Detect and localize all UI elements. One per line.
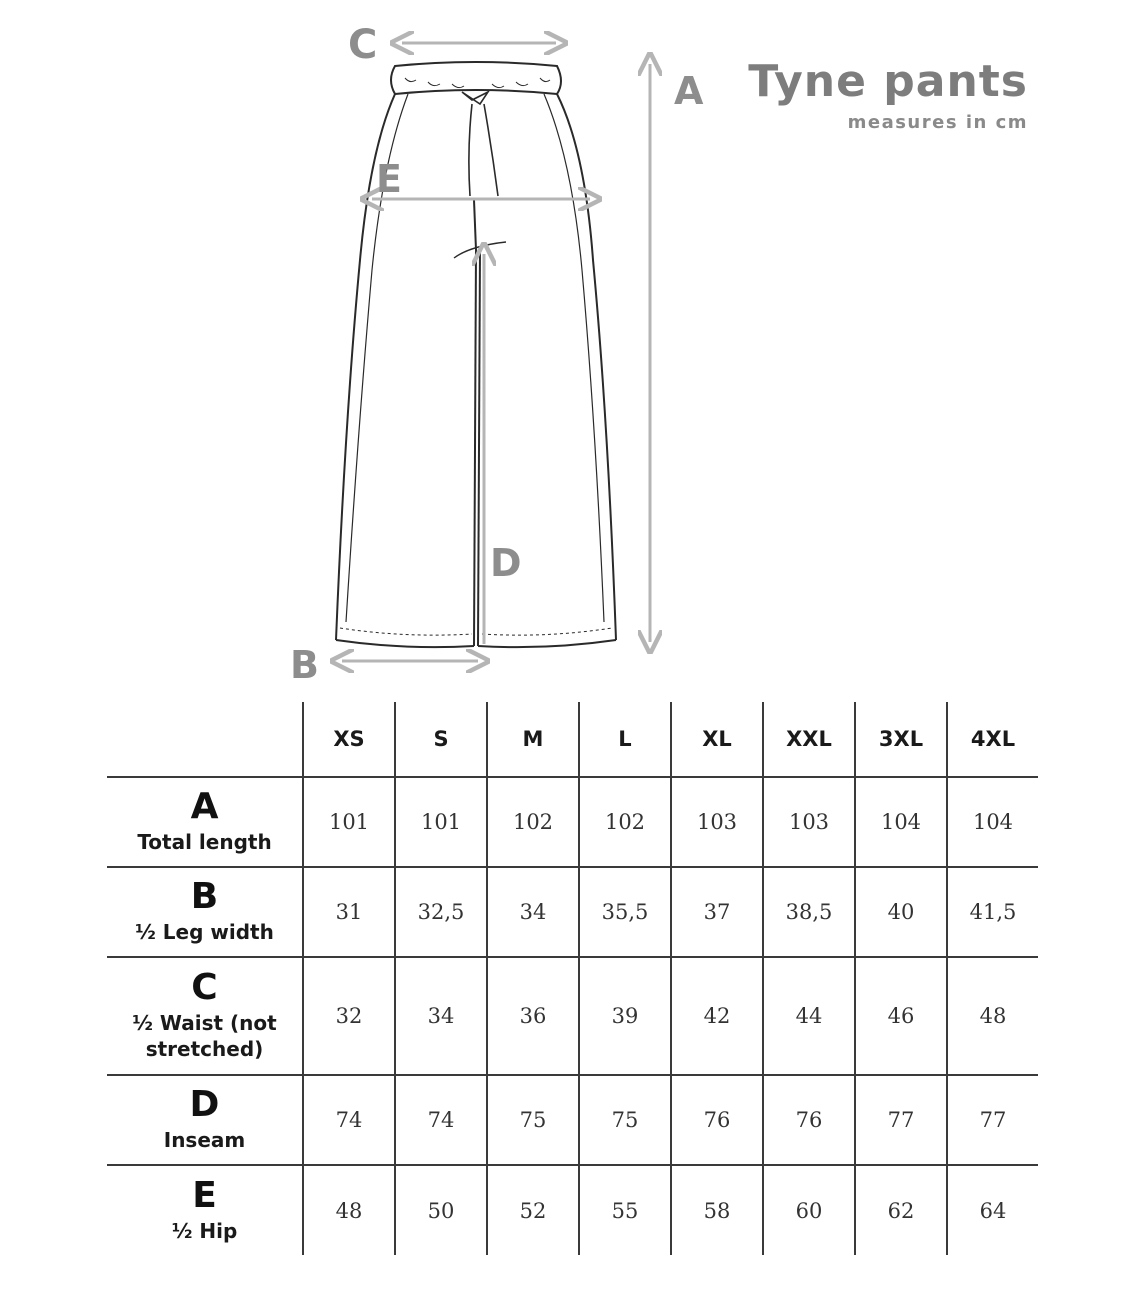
- measure-label: [107, 867, 303, 957]
- measure-letter: E: [192, 1174, 217, 1216]
- label-c: C: [348, 22, 378, 68]
- value-cell: 77: [855, 1075, 947, 1165]
- size-3xl-header: 3XL: [855, 702, 947, 777]
- size-l-header: L: [579, 702, 671, 777]
- value-cell: 101: [303, 777, 395, 867]
- value-cell: 39: [579, 957, 671, 1075]
- value-cell: 76: [763, 1075, 855, 1165]
- value-cell: 37: [671, 867, 763, 957]
- size-xs-header: XS: [303, 702, 395, 777]
- value-cell: 36: [487, 957, 579, 1075]
- value-cell: 62: [855, 1165, 947, 1255]
- measure-name: ½ Hip: [171, 1218, 238, 1243]
- table-row: [107, 777, 1038, 867]
- value-cell: 41,5: [947, 867, 1038, 957]
- size-xl-header: XL: [671, 702, 763, 777]
- measure-name: ½ Leg width: [135, 920, 274, 944]
- size-4xl-header: 4XL: [970, 727, 1016, 751]
- value-cell: 102: [579, 777, 671, 867]
- value-cell: 48: [947, 957, 1038, 1075]
- value-cell: 75: [579, 1075, 671, 1165]
- value-cell: 60: [763, 1165, 855, 1255]
- value-cell: 77: [947, 1075, 1038, 1165]
- measure-name: Total length: [137, 830, 272, 854]
- label-d: D: [490, 541, 522, 585]
- measure-letter: B: [190, 876, 219, 917]
- measure-letter: C: [191, 967, 218, 1008]
- value-cell: 44: [763, 957, 855, 1075]
- value-cell: 40: [855, 867, 947, 957]
- table-row: [107, 867, 1038, 957]
- size-header-row: [107, 702, 1038, 777]
- measure-name: Inseam: [163, 1128, 246, 1152]
- value-cell: 74: [395, 1075, 487, 1165]
- value-cell: 101: [395, 777, 487, 867]
- pants-outline: [336, 62, 616, 647]
- value-cell: 104: [855, 777, 947, 867]
- measure-label: [107, 1165, 303, 1255]
- value-cell: 34: [487, 867, 579, 957]
- value-cell: 31: [303, 867, 395, 957]
- value-cell: 34: [395, 957, 487, 1075]
- size-chart-table: [107, 702, 1038, 1255]
- value-cell: 48: [303, 1165, 395, 1255]
- value-cell: 75: [487, 1075, 579, 1165]
- value-cell: 32: [303, 957, 395, 1075]
- value-cell: 74: [303, 1075, 395, 1165]
- value-cell: 103: [671, 777, 763, 867]
- product-title: Tyne pants: [748, 56, 1028, 107]
- table-row: [107, 1075, 1038, 1165]
- value-cell: 64: [947, 1165, 1038, 1255]
- measure-letter: D: [189, 1084, 220, 1125]
- label-a: A: [674, 69, 704, 113]
- value-cell: 58: [671, 1165, 763, 1255]
- value-cell: 50: [395, 1165, 487, 1255]
- value-cell: 46: [855, 957, 947, 1075]
- units-subtitle: measures in cm: [847, 112, 1028, 133]
- size-m-header: M: [487, 702, 579, 777]
- value-cell: 52: [487, 1165, 579, 1255]
- label-b: B: [290, 643, 319, 687]
- measure-letter: A: [190, 786, 219, 827]
- measure-name: ½ Waist (not stretched): [132, 1011, 277, 1061]
- label-e: E: [376, 157, 402, 201]
- value-cell: 35,5: [579, 867, 671, 957]
- table-row: [107, 957, 1038, 1075]
- corner-cell: [107, 702, 303, 777]
- size-s-header: S: [395, 702, 487, 777]
- value-cell: 55: [579, 1165, 671, 1255]
- value-cell: 32,5: [395, 867, 487, 957]
- size-xxl-header: XXL: [763, 702, 855, 777]
- value-cell: 104: [947, 777, 1038, 867]
- value-cell: 42: [671, 957, 763, 1075]
- value-cell: 76: [671, 1075, 763, 1165]
- measure-label: [107, 957, 303, 1075]
- value-cell: 103: [763, 777, 855, 867]
- measure-label: [107, 1075, 303, 1165]
- value-cell: 38,5: [763, 867, 855, 957]
- measure-label: [107, 777, 303, 867]
- table-row: [107, 1165, 1038, 1255]
- value-cell: 102: [487, 777, 579, 867]
